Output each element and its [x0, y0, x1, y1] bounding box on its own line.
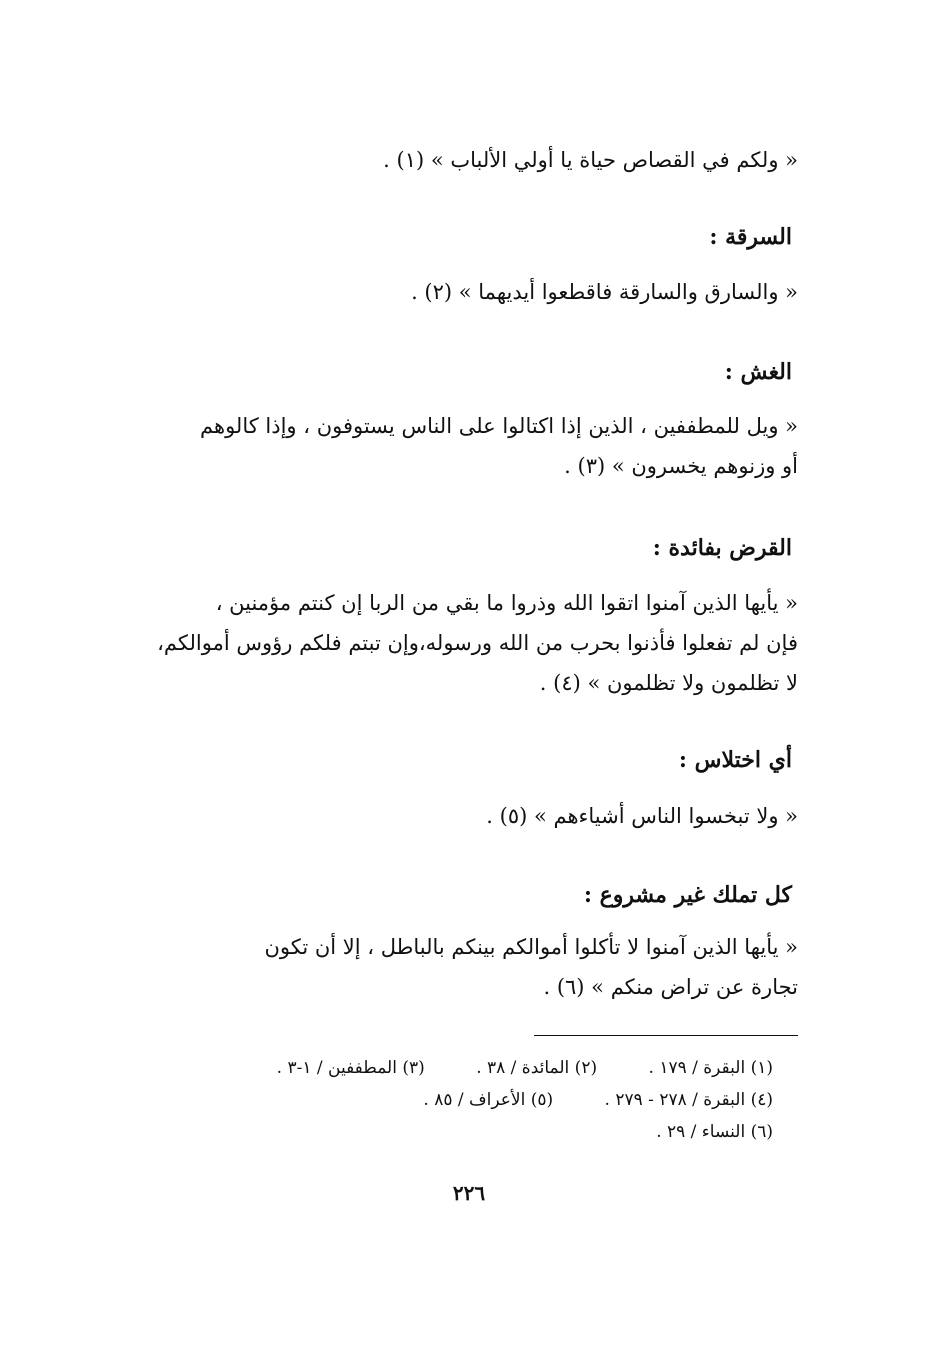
- verse-line: لا تظلمون ولا تظلمون » (٤) .: [539, 671, 798, 695]
- footnote-6: (٦) النساء / ٢٩ .: [656, 1122, 773, 1142]
- verse-line: « ولا تبخسوا الناس أشياءهم » (٥) .: [486, 804, 798, 828]
- footnote-1: (١) البقرة / ١٧٩ .: [648, 1058, 773, 1078]
- page-number: ٢٢٦: [452, 1181, 486, 1205]
- verse-line: « ولكم في القصاص حياة يا أولي الألباب » (١) .: [383, 148, 798, 172]
- footnote-line: [160, 1116, 773, 1148]
- verse-usury: [130, 583, 798, 703]
- verse-embezzlement: [130, 796, 798, 836]
- heading-usury: القرض بفائدة :: [652, 535, 792, 561]
- verse-line: « يأيها الذين آمنوا لا تأكلوا أموالكم بينكم بالباطل ، إلا أن تكون: [264, 935, 798, 959]
- footnote-2: (٢) المائدة / ٣٨ .: [476, 1058, 598, 1078]
- verse-line: « يأيها الذين آمنوا اتقوا الله وذروا ما بقي من الربا إن كنتم مؤمنين ،: [215, 591, 798, 615]
- heading-embezzlement: أي اختلاس :: [678, 747, 792, 773]
- verse-fraud: [130, 406, 798, 486]
- footnote-4: (٤) البقرة / ٢٧٨ - ٢٧٩ .: [604, 1090, 773, 1110]
- verse-unlawful-possession: [130, 927, 798, 1007]
- verse-line: فإن لم تفعلوا فأذنوا بحرب من الله ورسوله،وإن تبتم فلكم رؤوس أموالكم،: [157, 631, 798, 655]
- verse-line: « ويل للمطففين ، الذين إذا اكتالوا على الناس يستوفون ، وإذا كالوهم: [200, 414, 798, 438]
- verse-theft: [130, 272, 798, 312]
- footnote-3: (٣) المطففين / ١-٣ .: [276, 1058, 425, 1078]
- verse-line: تجارة عن تراض منكم » (٦) .: [543, 975, 798, 999]
- footnote-divider: [534, 1035, 798, 1036]
- footnote-line: [160, 1084, 773, 1116]
- heading-unlawful-possession: كل تملك غير مشروع :: [583, 882, 792, 908]
- heading-fraud: الغش :: [724, 359, 792, 385]
- footnote-5: (٥) الأعراف / ٨٥ .: [423, 1090, 554, 1110]
- heading-theft: السرقة :: [709, 224, 792, 250]
- footnotes: [160, 1052, 773, 1148]
- footnote-line: [160, 1052, 773, 1084]
- verse-qisas: [130, 140, 798, 180]
- verse-line: « والسارق والسارقة فاقطعوا أيديهما » (٢) .: [411, 280, 798, 304]
- verse-line: أو وزنوهم يخسرون » (٣) .: [564, 454, 798, 478]
